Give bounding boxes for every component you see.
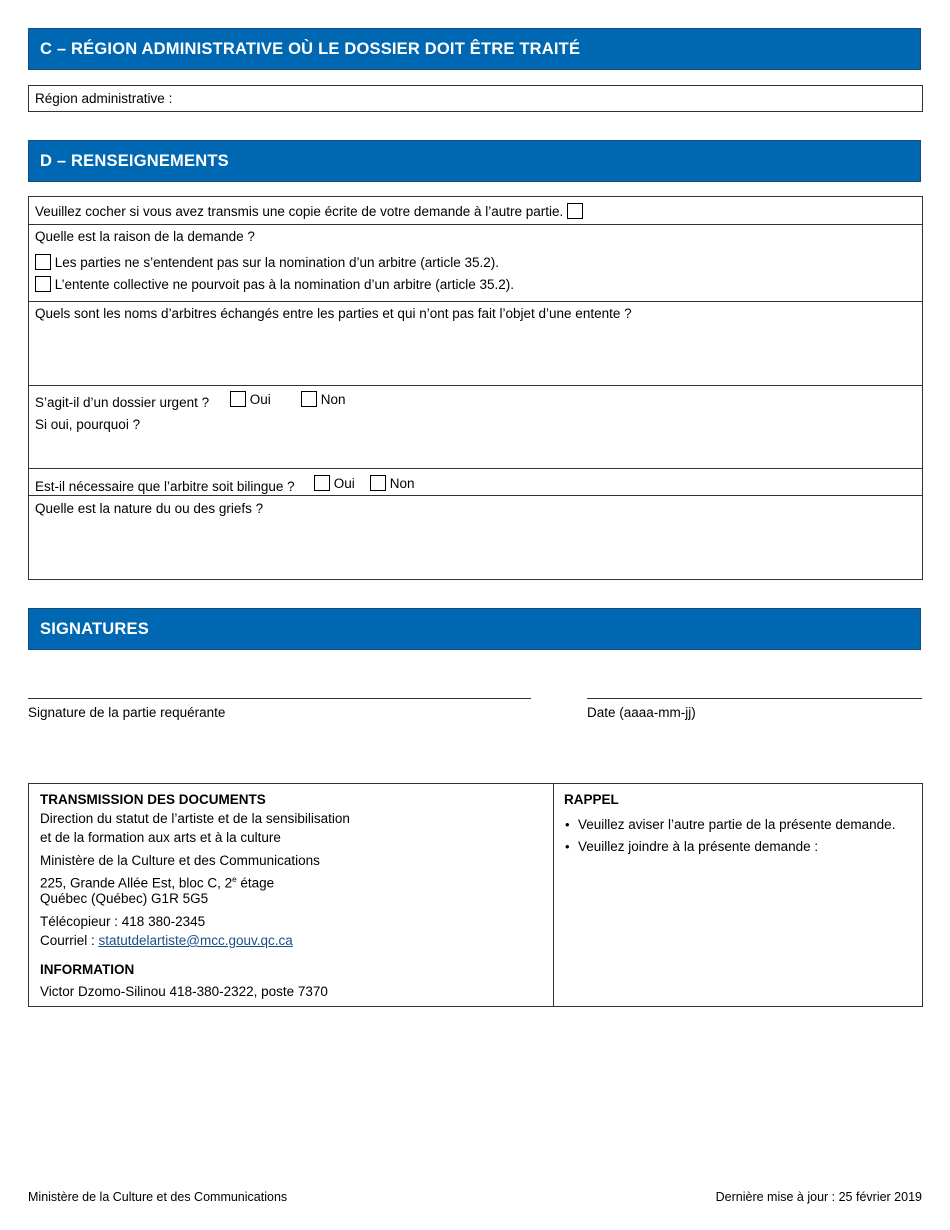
email-link[interactable]: statutdelartiste@mcc.gouv.qc.ca	[98, 933, 293, 948]
reason-row	[29, 225, 922, 302]
bilingual-no-checkbox[interactable]	[370, 475, 386, 491]
section-d-header	[28, 140, 921, 182]
transmission-line1: Direction du statut de l’artiste et de la sensibilisation	[40, 811, 350, 826]
transmission-line3: Ministère de la Culture et des Communications	[40, 853, 320, 868]
renseignements-table	[28, 196, 923, 580]
transmission-line2: et de la formation aux arts et à la culture	[40, 830, 281, 845]
reason-option-2-checkbox[interactable]	[35, 276, 51, 292]
transmission-panel	[29, 784, 554, 1006]
bilingual-row	[29, 469, 922, 496]
transmission-title: TRANSMISSION DES DOCUMENTS	[40, 792, 266, 807]
date-line[interactable]	[587, 698, 922, 699]
region-label: Région administrative :	[35, 91, 173, 106]
copy-sent-checkbox[interactable]	[567, 203, 583, 219]
urgent-yes-checkbox[interactable]	[230, 391, 246, 407]
signature-label: Signature de la partie requérante	[28, 705, 226, 720]
info-title: INFORMATION	[40, 962, 135, 977]
urgent-row	[29, 386, 922, 469]
urgent-no-checkbox[interactable]	[301, 391, 317, 407]
urgent-yes-label: Oui	[249, 392, 271, 407]
date-label: Date (aaaa-mm-jj)	[587, 705, 696, 720]
signatures-title: SIGNATURES	[40, 619, 149, 638]
transmission-address: 225, Grande Allée Est, bloc C, 2e étage	[40, 875, 275, 891]
copy-sent-label: Veuillez cocher si vous avez transmis une copie écrite de votre demande à l’autre partie.	[35, 204, 564, 219]
reason-option-2-label: L’entente collective ne pourvoit pas à la nomination d’un arbitre (article 35.2).	[54, 277, 515, 292]
signature-line[interactable]	[28, 698, 531, 699]
email-label: Courriel :	[40, 933, 99, 948]
rappel-title: RAPPEL	[564, 792, 619, 807]
transmission-line5: Québec (Québec) G1R 5G5	[40, 891, 209, 906]
footer-updated: Dernière mise à jour : 25 février 2019	[715, 1190, 922, 1204]
grievance-question: Quelle est la nature du ou des griefs ?	[35, 501, 264, 516]
info-contact: Victor Dzomo-Silinou 418-380-2322, poste 7370	[40, 984, 328, 999]
reason-option-1-label: Les parties ne s’entendent pas sur la nomination d’un arbitre (article 35.2).	[54, 255, 500, 270]
bilingual-no-label: Non	[389, 476, 415, 491]
reason-question: Quelle est la raison de la demande ?	[35, 229, 255, 244]
region-field[interactable]	[28, 85, 923, 112]
urgent-no-label: Non	[320, 392, 346, 407]
urgent-question: S’agit-il d’un dossier urgent ?	[35, 395, 210, 410]
rappel-item: • Veuillez joindre à la présente demande :	[565, 839, 819, 854]
bilingual-yes-checkbox[interactable]	[314, 475, 330, 491]
arbitrators-row[interactable]	[29, 302, 922, 386]
grievance-row[interactable]	[29, 496, 922, 580]
section-c-title: C – RÉGION ADMINISTRATIVE OÙ LE DOSSIER DOIT ÊTRE TRAITÉ	[40, 39, 581, 58]
fax-number: Télécopieur : 418 380-2345	[40, 914, 206, 929]
transmission-info-box	[28, 783, 923, 1007]
copy-sent-row	[29, 197, 922, 225]
urgent-why-label: Si oui, pourquoi ?	[35, 417, 141, 432]
rappel-item: • Veuillez aviser l’autre partie de la présente demande.	[565, 817, 896, 832]
reason-option-1-checkbox[interactable]	[35, 254, 51, 270]
arbitrators-question: Quels sont les noms d’arbitres échangés entre les parties et qui n’ont pas fait l’objet d’une entente ?	[35, 306, 632, 321]
footer-ministry: Ministère de la Culture et des Communications	[28, 1190, 288, 1204]
section-c-header	[28, 28, 921, 70]
bilingual-yes-label: Oui	[333, 476, 355, 491]
rappel-panel	[554, 784, 922, 1006]
bilingual-question: Est-il nécessaire que l’arbitre soit bilingue ?	[35, 479, 295, 494]
section-d-title: D – RENSEIGNEMENTS	[40, 151, 229, 170]
signatures-header	[28, 608, 921, 650]
